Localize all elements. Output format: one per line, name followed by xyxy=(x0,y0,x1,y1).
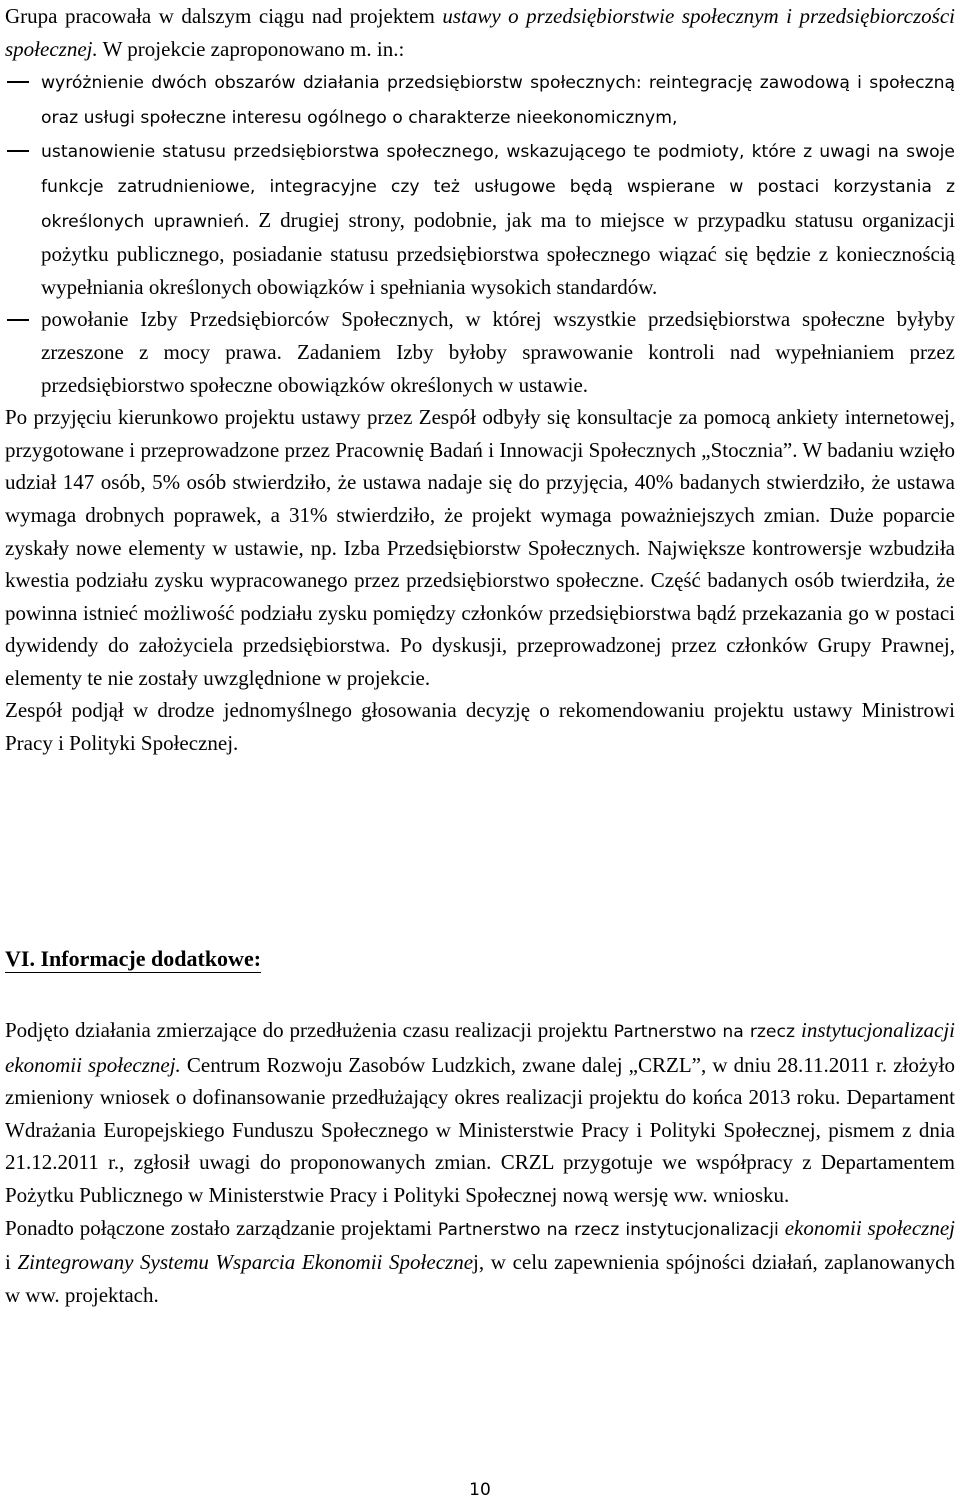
bullet-2-text-sans: ustanowienie statusu przedsiębiorstwa społecznego, wskazującego te podmioty, które z uwagi na swoje funkcje zatrudnieniowe, integracyjne czy też usługowe będą wspierane w postaci korzystania z określonych uprawnień. xyxy=(41,142,955,232)
p3-project-name: Partnerstwo na rzecz xyxy=(613,1022,802,1042)
dash-bullet-icon xyxy=(7,150,29,152)
p3-text-a: Podjęto działania zmierzające do przedłużenia czasu realizacji projektu xyxy=(5,1018,614,1042)
merge-paragraph xyxy=(5,1212,955,1312)
p4-project-name: Partnerstwo na rzecz instytucjonalizacji xyxy=(437,1219,779,1240)
extension-paragraph xyxy=(5,1014,955,1212)
list-item xyxy=(5,303,955,401)
p4-project-name-italic: ekonomii społecznej xyxy=(784,1215,956,1240)
dash-bullet-icon xyxy=(7,81,29,83)
bullet-3-text-sans: powołanie Izby Przedsiębiorców Społecznych, w której wszystkie przedsiębiorstwa społeczne byłyby zrzeszone z mocy prawa. xyxy=(41,307,955,364)
consultation-paragraph: Po przyjęciu kierunkowo projektu ustawy przez Zespół odbyły się konsultacje za pomocą ankiety internetowej, przygotowane i przeprowadzone przez Pracownię Badań i Innowacji Społecznych „Stocznia”. W badaniu wzięło udział 147 osób, 5% osób stwierdziło, że ustawa nadaje się do przyjęcia, 40% badanych stwierdziło, że ustawa wymaga drobnych poprawek, a 31% stwierdziło, że projekt wymaga poważniejszych zmian. Duże poparcie zyskały nowe elementy w ustawie, np. Izba Przedsiębiorstw Społecznych. Największe kontrowersje wzbudziła kwestia podziału zysku wypracowanego przez przedsiębiorstwo społeczne. Część badanych osób twierdziła, że powinna istnieć możliwość podziału zysku pomiędzy członków przedsiębiorstwa bądź przekazania go w postaci dywidendy do założyciela przedsiębiorstwa. Po dyskusji, przeprowadzonej przez członków Grupy Prawnej, elementy te nie zostały uwzględnione w projekcie. xyxy=(5,405,955,690)
intro-text-3: W projekcie zaproponowano m. in.: xyxy=(97,36,405,61)
decision-paragraph: Zespół podjął w drodze jednomyślnego głosowania decyzję o rekomendowaniu projektu ustawy Ministrowi Pracy i Polityki Społecznej. xyxy=(5,698,955,756)
additional-info-block xyxy=(5,1014,955,1311)
page-number: 10 xyxy=(469,1480,491,1500)
list-item xyxy=(5,65,955,134)
dash-bullet-icon xyxy=(7,319,29,321)
list-item xyxy=(5,134,955,303)
p4-text-g: j, w celu zapewnienia spójności działań, zaplanowanych w ww. projektach. xyxy=(5,1250,955,1307)
p4-system-name-italic: Zintegrowany Systemu Wsparcia Ekonomii Społeczne xyxy=(17,1250,474,1275)
bullet-2-text-serif: Z drugiej strony, podobnie, jak ma to miejsce w przypadku statusu organizacji pożytku publicznego, posiadanie statusu przedsiębiorstwa społecznego wiązać się będzie z koniecznością wypełniania określonych obowiązków i spełniania wysokich standardów. xyxy=(41,207,955,299)
section-heading: VI. Informacje dodatkowe: xyxy=(5,946,262,971)
p3-project-name-italic: instytucjonalizacji ekonomii społecznej. xyxy=(5,1018,955,1077)
bullet-1-text: wyróżnienie dwóch obszarów działania przedsiębiorstw społecznych: reintegrację zawodową i społeczną oraz usługi społeczne interesu ogólnego o charakterze nieekonomicznym, xyxy=(41,73,955,128)
bullet-3-text-serif: Zadaniem Izby byłoby sprawowanie kontroli nad wypełnianiem przez przedsiębiorstwo społeczne obowiązków określonych w ustawie. xyxy=(41,339,955,397)
p4-text-e: i xyxy=(5,1250,18,1275)
proposal-list xyxy=(5,65,955,401)
p3-text-d: Centrum Rozwoju Zasobów Ludzkich, zwane dalej „CRZL”, w dniu 28.11.2011 r. złożyło zmieniony wniosek o dofinansowanie przedłużający okres realizacji projektu do końca 2013 roku. Departament Wdrażania Europejskiego Funduszu Społecznego w Ministerstwie Pracy i Polityki Społecznej, pismem z dnia 21.12.2011 r., zgłosił uwagi do proponowanych zmian. CRZL przygotuje we współpracy z Departamentem Pożytku Publicznego w Ministerstwie Pracy i Polityki Społecznej nową wersję ww. wniosku. xyxy=(5,1052,955,1207)
intro-text-1: Grupa pracowała w dalszym ciągu nad projektem xyxy=(5,4,443,28)
intro-paragraph xyxy=(5,0,955,65)
document-page xyxy=(5,0,956,1307)
p4-text-a: Ponadto połączone zostało zarządzanie projektami xyxy=(5,1215,438,1240)
intro-title-italic: ustawy o przedsiębiorstwie społecznym i przedsiębiorczości społecznej. xyxy=(5,4,956,61)
